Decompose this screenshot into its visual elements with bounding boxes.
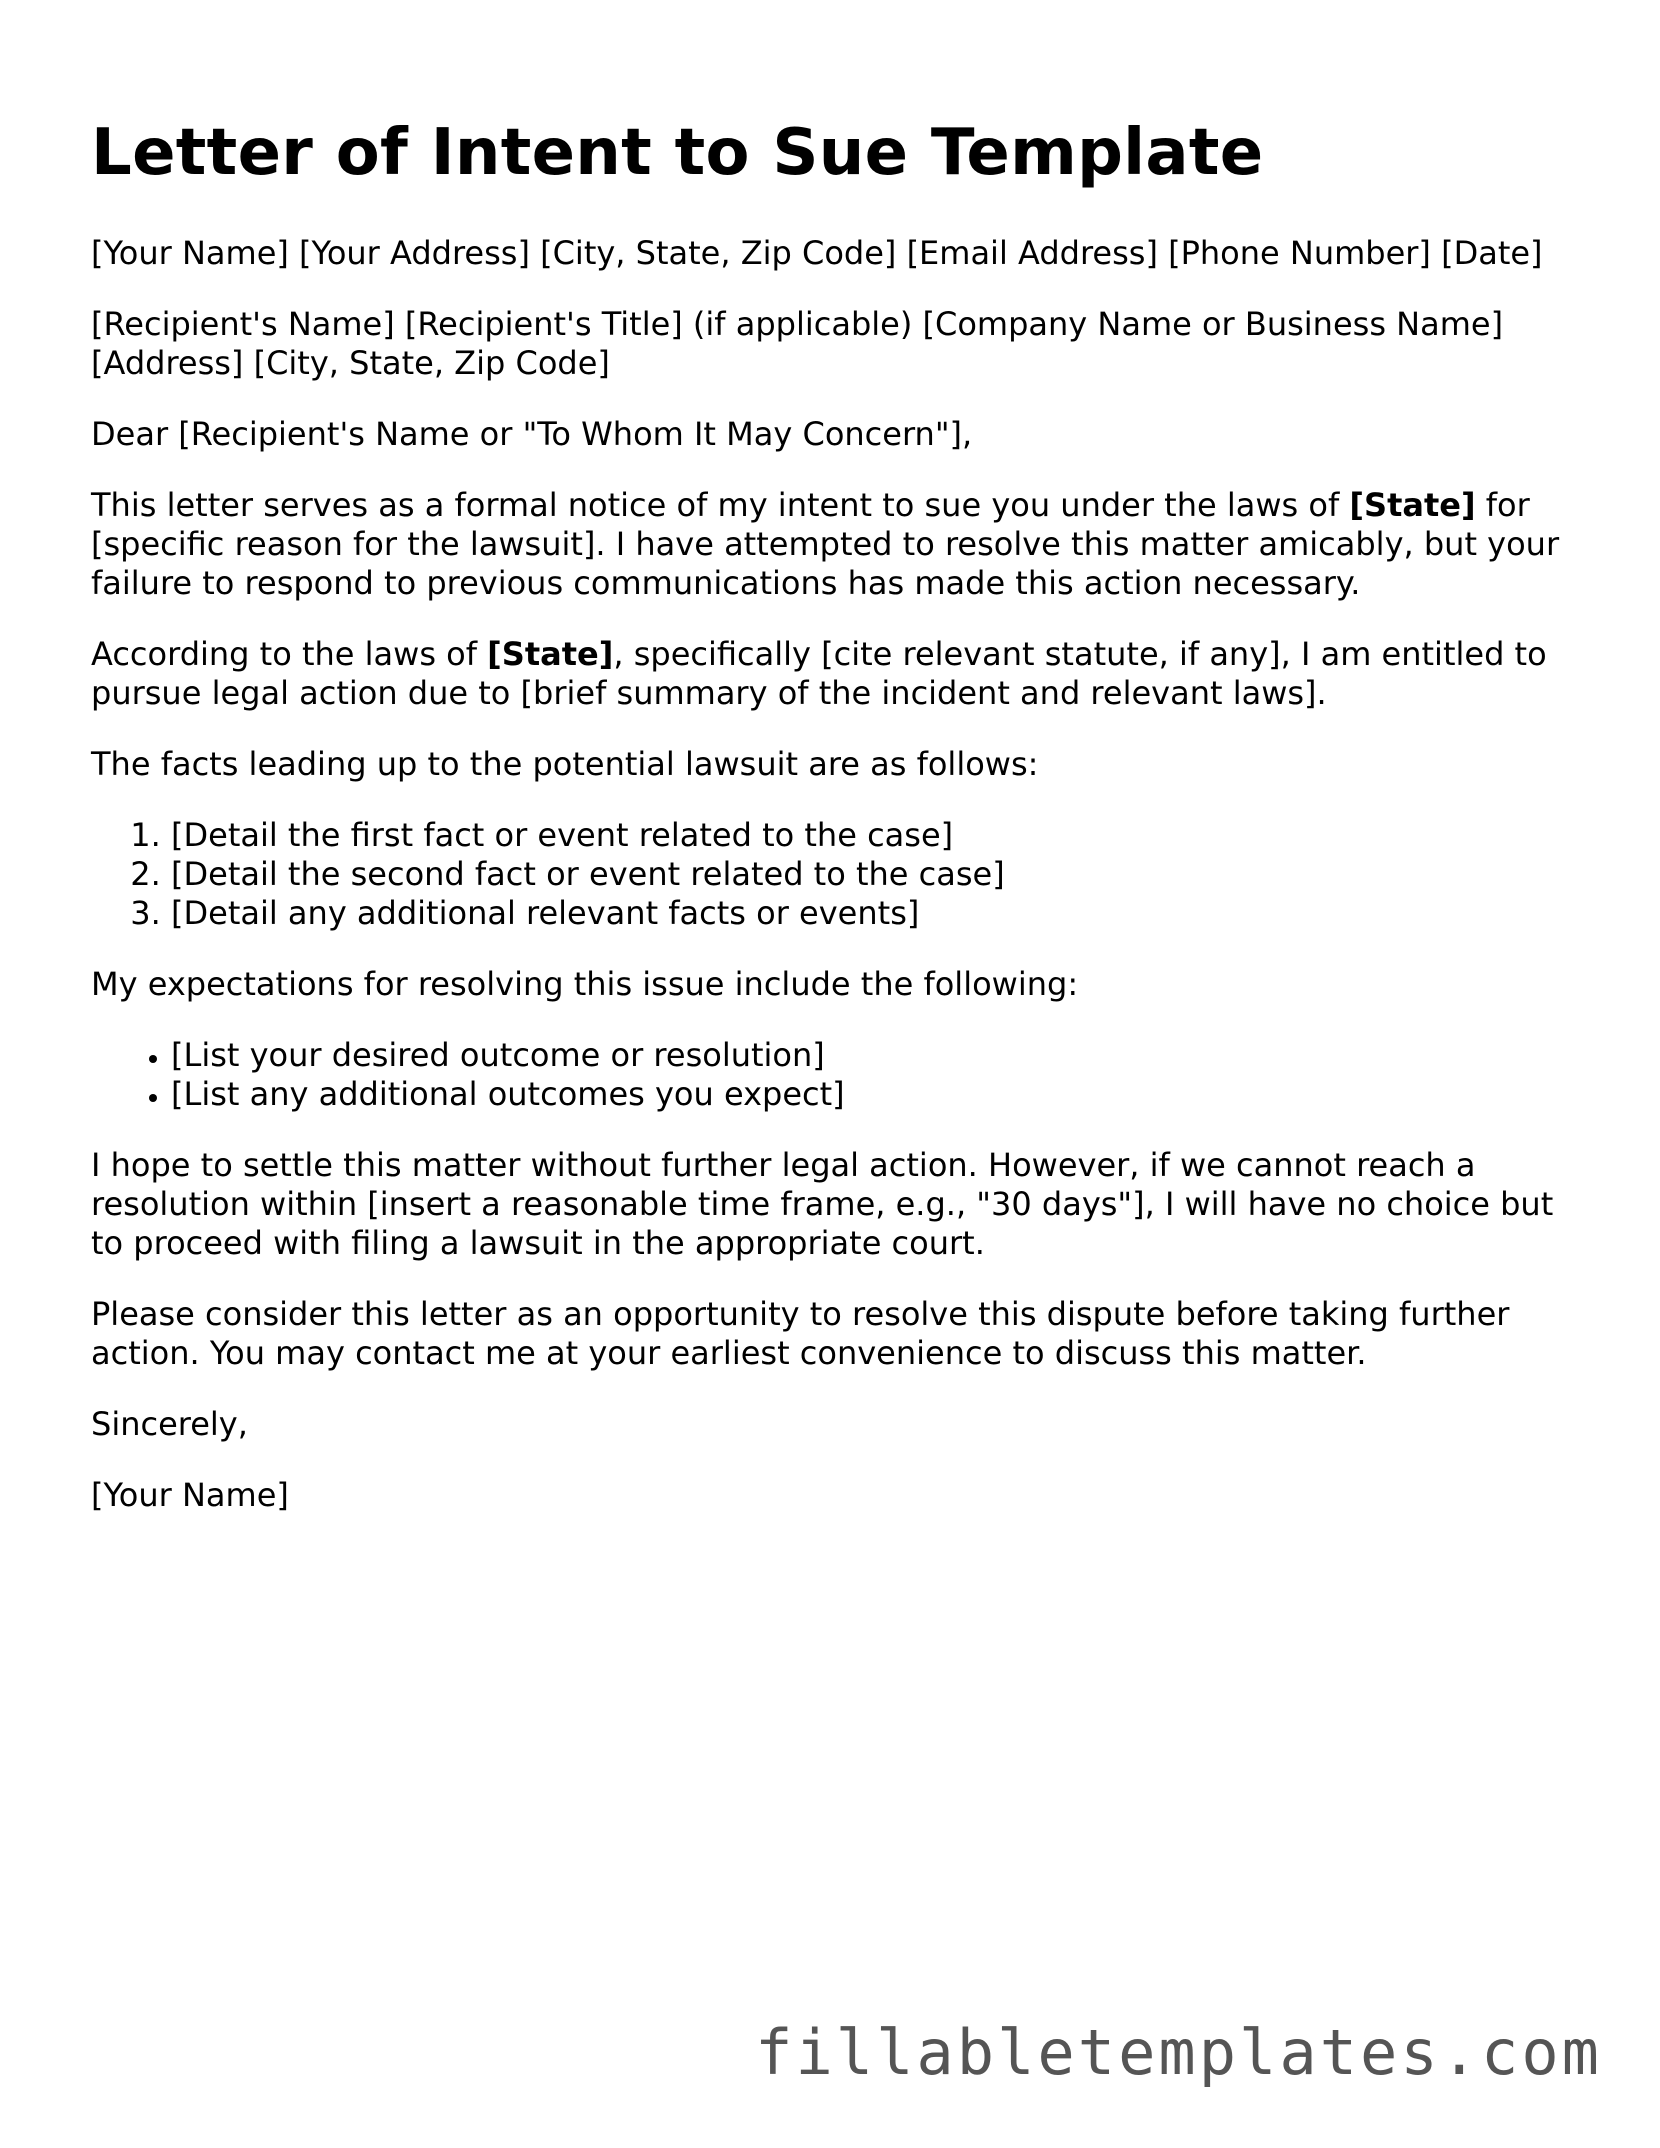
recipient-info: [Recipient's Name] [Recipient's Title] (if applicable) [Company Name or Business Name] [Address] [City, State, Zip Code] bbox=[91, 305, 1504, 382]
intent-paragraph-end: for [specific reason for the lawsuit]. I have attempted to resolve this matter amicably, but your failure to respond to previous communications has made this action necessary. bbox=[91, 486, 1560, 602]
settlement-paragraph: I hope to settle this matter without further legal action. However, if we cannot reach a resolution within [insert a reasonable time frame, e.g., "30 days"], I will have no choice but to proceed with filing a lawsuit in the appropriate court. bbox=[91, 1146, 1554, 1262]
legal-basis-end: , specifically [cite relevant statute, if any], I am entitled to pursue legal action due to [brief summary of the incident and relevant laws]. bbox=[91, 635, 1547, 712]
salutation: Dear [Recipient's Name or "To Whom It May Concern"], bbox=[91, 415, 973, 453]
list-item: • [List your desired outcome or resolution] bbox=[171, 1036, 1591, 1075]
facts-intro: The facts leading up to the potential lawsuit are as follows: bbox=[91, 745, 1039, 783]
sender-info: [Your Name] [Your Address] [City, State, Zip Code] [Email Address] [Phone Number] [Date] bbox=[91, 234, 1543, 272]
state-placeholder: [State] bbox=[1349, 486, 1476, 524]
legal-basis-paragraph bbox=[91, 635, 1591, 713]
list-item: 3. [Detail any additional relevant facts or events] bbox=[171, 894, 1591, 933]
expectations-list bbox=[91, 1036, 1591, 1114]
state-placeholder: [State] bbox=[487, 635, 614, 673]
intent-paragraph-start: This letter serves as a formal notice of my intent to sue you under the laws of bbox=[91, 486, 1350, 524]
closing: Sincerely, bbox=[91, 1405, 248, 1443]
document-page bbox=[91, 112, 1591, 1547]
list-item: • [List any additional outcomes you expect] bbox=[171, 1075, 1591, 1114]
list-item: 2. [Detail the second fact or event related to the case] bbox=[171, 855, 1591, 894]
facts-list bbox=[91, 816, 1591, 933]
intent-paragraph bbox=[91, 486, 1591, 603]
consider-paragraph: Please consider this letter as an opportunity to resolve this dispute before taking further action. You may contact me at your earliest convenience to discuss this matter. bbox=[91, 1295, 1510, 1372]
page-title: Letter of Intent to Sue Template bbox=[91, 116, 1264, 190]
legal-basis-start: According to the laws of bbox=[91, 635, 488, 673]
list-item: 1. [Detail the first fact or event related to the case] bbox=[171, 816, 1591, 855]
expectations-intro: My expectations for resolving this issue include the following: bbox=[91, 965, 1079, 1003]
site-watermark: fillabletemplates.com bbox=[755, 2016, 1602, 2089]
signature-placeholder: [Your Name] bbox=[91, 1476, 289, 1514]
